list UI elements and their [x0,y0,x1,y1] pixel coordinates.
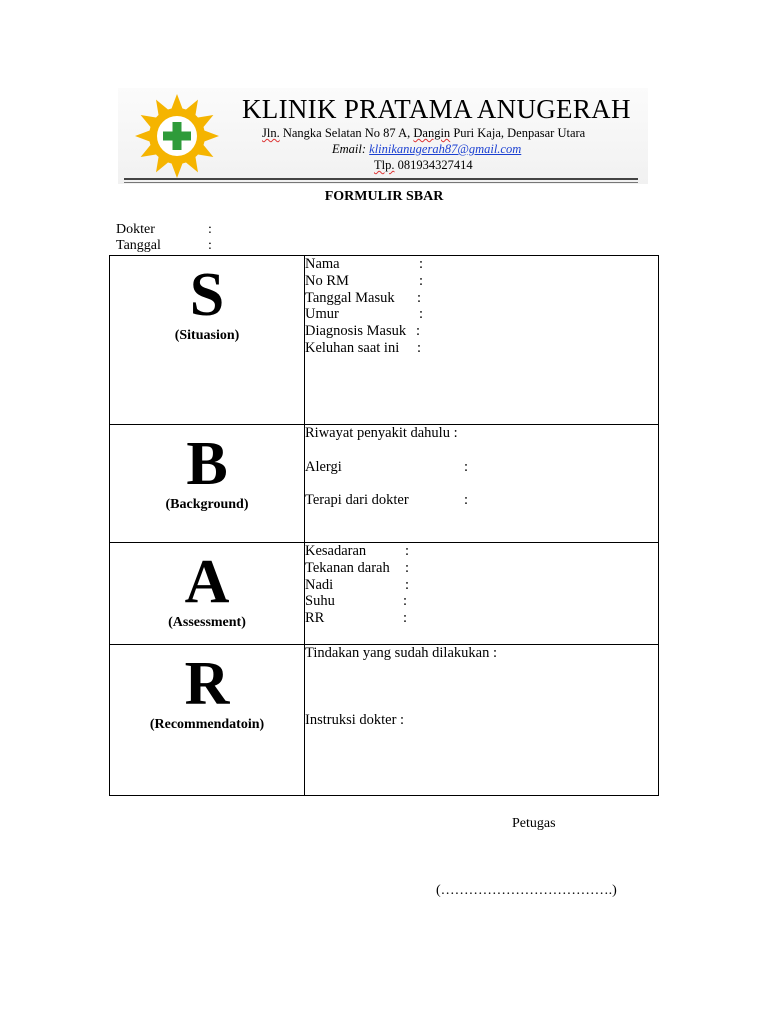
dokter-row [116,222,212,238]
field-tanggal-masuk: Tanggal Masuk : [305,289,422,306]
form-title: FORMULIR SBAR [324,189,444,204]
tanggal-row [116,238,212,254]
field-nadi: Nadi : [305,576,410,593]
field-suhu: Suhu : [305,593,408,610]
recommendation-label: (Recommendatoin) [149,717,265,732]
background-header-cell [110,425,305,543]
field-kesadaran: Kesadaran : [305,543,410,559]
recommendation-header-cell [110,645,305,796]
sbar-table [109,255,659,796]
assessment-header-cell [110,543,305,645]
field-umur: Umur : [305,306,424,323]
email-link[interactable]: klinikanugerah87@gmail.com [369,142,522,156]
header-divider [124,178,638,180]
field-rr: RR : [305,610,408,627]
field-no-rm: No RM : [305,272,424,289]
field-keluhan: Keluhan saat ini : [305,339,422,356]
background-fields-cell[interactable] [305,425,659,543]
tanggal-label: Tanggal [116,238,161,253]
dokter-label: Dokter [116,222,155,237]
field-diagnosis-masuk: Diagnosis Masuk : [305,323,421,340]
assessment-letter: A [184,548,230,616]
assessment-fields-cell[interactable] [305,543,659,645]
situation-letter: S [189,261,225,329]
field-alergi: Alergi : [305,458,469,475]
petugas-label: Petugas [512,816,556,831]
clinic-phone: Tlp. 081934327414 [374,158,473,172]
field-instruksi: Instruksi dokter : [305,712,405,729]
signature-line: (……………………………….) [436,883,617,898]
recommendation-row [110,645,659,796]
clinic-logo-icon [126,92,228,180]
field-terapi: Terapi dari dokter : [305,492,469,509]
field-nama: Nama : [305,256,424,272]
clinic-email: Email: klinikanugerah87@gmail.com [332,142,522,156]
field-tindakan: Tindakan yang sudah dilakukan : [305,645,497,661]
clinic-name: KLINIK PRATAMA ANUGERAH [242,94,631,124]
situation-header-cell [110,256,305,425]
situation-fields-cell[interactable] [305,256,659,425]
background-row [110,425,659,543]
tanggal-colon: : [208,238,212,253]
header-divider-thin [124,182,638,183]
letterhead [118,88,648,184]
background-letter: B [186,430,228,498]
dokter-colon: : [208,222,212,237]
situation-row [110,256,659,425]
field-tekanan-darah: Tekanan darah : [305,559,410,576]
field-riwayat: Riwayat penyakit dahulu : [305,425,458,441]
assessment-label: (Assessment) [168,615,246,630]
clinic-address: Jln. Nangka Selatan No 87 A, Dangin Puri Kaja, Denpasar Utara [262,126,586,140]
recommendation-fields-cell[interactable] [305,645,659,796]
assessment-row [110,543,659,645]
situation-label: (Situasion) [174,328,240,343]
background-label: (Background) [165,497,249,512]
recommendation-letter: R [184,650,230,718]
